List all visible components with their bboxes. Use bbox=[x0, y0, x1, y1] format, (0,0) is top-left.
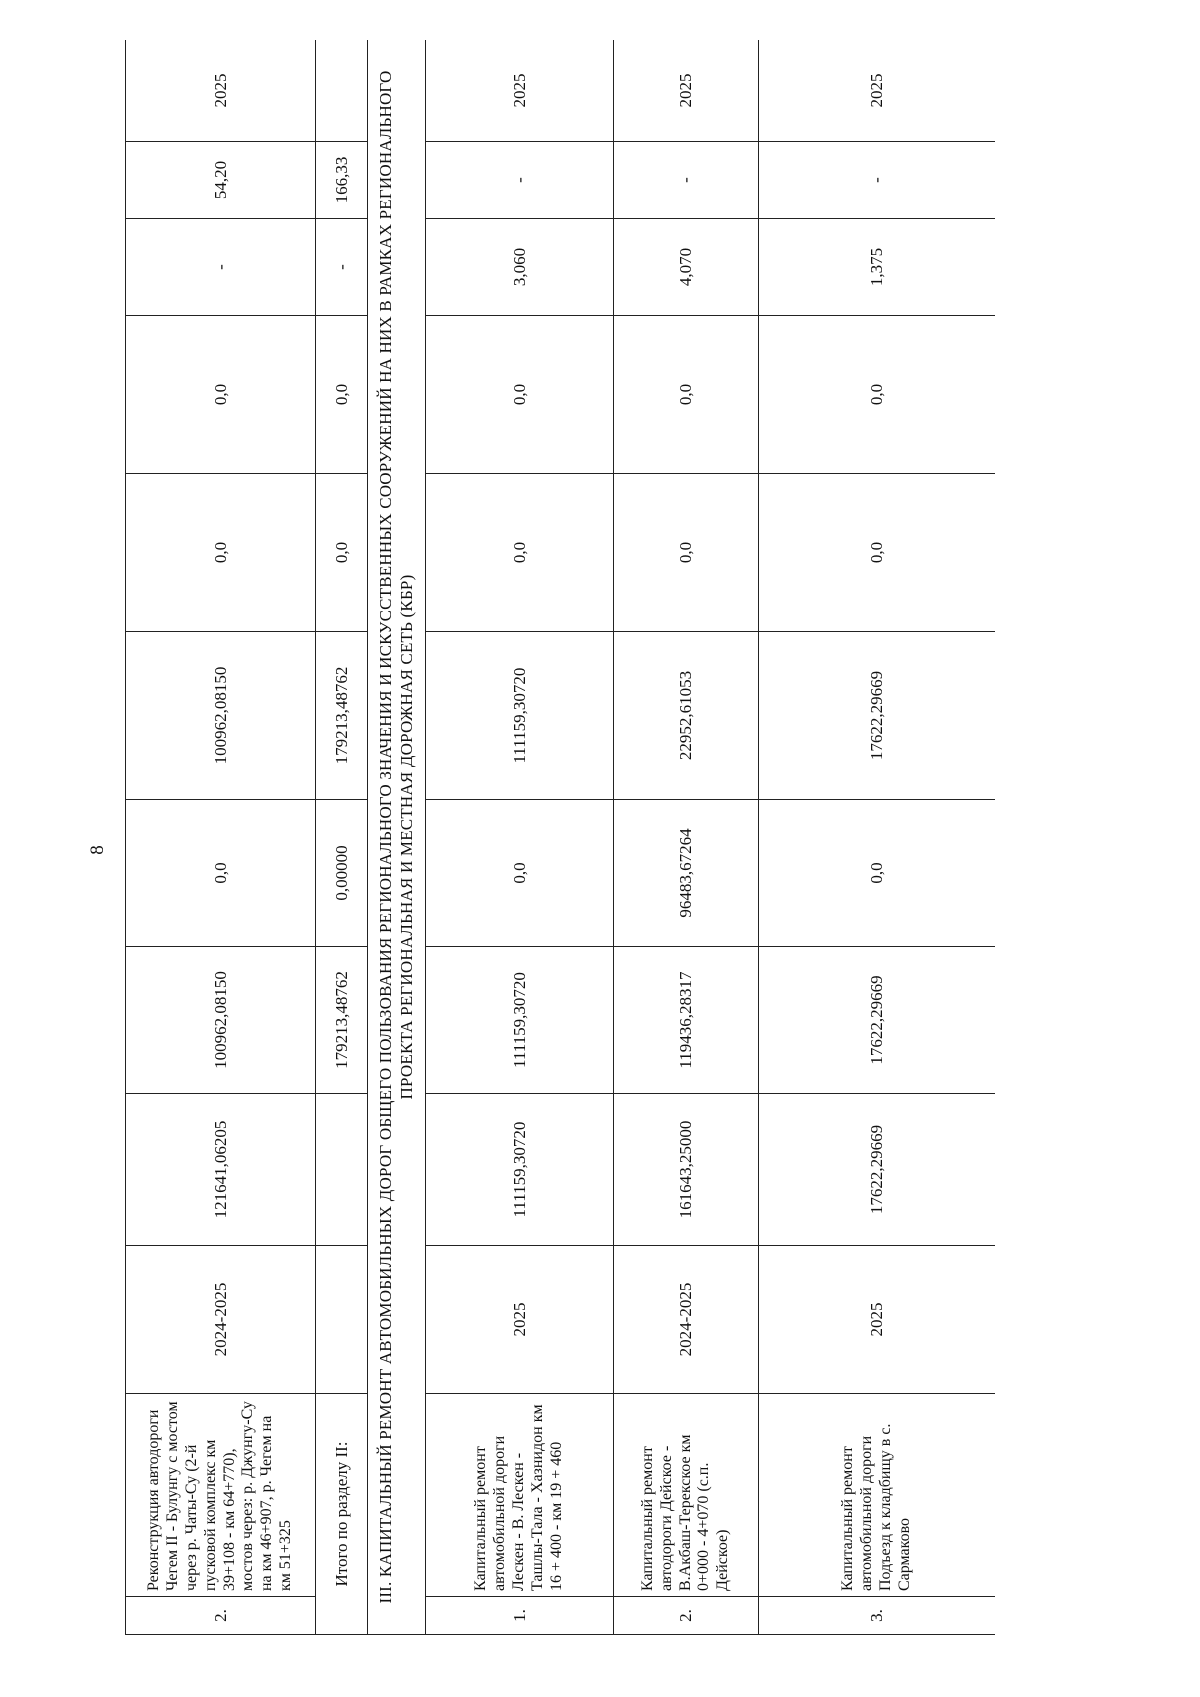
total-financing-cell: 17622,29669 bbox=[759, 947, 996, 1094]
other-sources-cell: 0,0 bbox=[759, 316, 996, 474]
row-index: 2. bbox=[614, 1597, 759, 1635]
period-cell: 2025 bbox=[759, 1246, 996, 1394]
total-length-km-cell: - bbox=[316, 219, 368, 316]
object-description: Капитальный ремонт автодороги Дейское - В.Акбаш-Терекское км 0+000 - 4+070 (с.п. Дейское) bbox=[614, 1394, 759, 1597]
object-description: Капитальный ремонт автомобильной дороги Лескен - В. Лескен - Ташлы-Тала - Хазнидон км 16 + 400 - км 19 + 460 bbox=[426, 1394, 614, 1597]
section-iii-title: III. КАПИТАЛЬНЫЙ РЕМОНТ АВТОМОБИЛЬНЫХ ДОРОГ ОБЩЕГО ПОЛЬЗОВАНИЯ РЕГИОНАЛЬНОГО ЗНАЧЕНИЯ И ИСКУССТВЕННЫХ СООРУЖЕНИЙ НА НИХ В РАМКАХ РЕГИОНАЛЬНОГО ПРОЕКТА РЕГИОНАЛЬНАЯ И МЕСТНАЯ ДОРОЖНАЯ СЕТЬ (КБР) bbox=[368, 40, 426, 1635]
total-row bbox=[316, 40, 368, 1635]
length-km-cell: 3,060 bbox=[426, 219, 614, 316]
length-km-cell: 1,375 bbox=[759, 219, 996, 316]
total-year-cell bbox=[316, 40, 368, 142]
row-index: 2. bbox=[126, 1597, 316, 1635]
investment-table bbox=[125, 40, 995, 1635]
local-budget-cell: 0,0 bbox=[614, 474, 759, 632]
completion-year-cell: 2025 bbox=[759, 40, 996, 142]
length-km-cell: 4,070 bbox=[614, 219, 759, 316]
federal-budget-cell: 0,0 bbox=[126, 800, 316, 947]
federal-budget-cell: 96483,67264 bbox=[614, 800, 759, 947]
total-other-cell: 0,0 bbox=[316, 316, 368, 474]
total-financing-cell: 111159,30720 bbox=[426, 947, 614, 1094]
table-rotation-frame bbox=[125, 40, 995, 1635]
other-sources-cell: 0,0 bbox=[614, 316, 759, 474]
local-budget-cell: 0,0 bbox=[426, 474, 614, 632]
estimated-cost-cell: 161643,25000 bbox=[614, 1094, 759, 1246]
period-cell: 2024-2025 bbox=[614, 1246, 759, 1394]
period-cell: 2025 bbox=[426, 1246, 614, 1394]
total-local-cell: 0,0 bbox=[316, 474, 368, 632]
length-km-cell: - bbox=[126, 219, 316, 316]
table-row bbox=[426, 40, 614, 1635]
estimated-cost-cell: 121641,06205 bbox=[126, 1094, 316, 1246]
completion-year-cell: 2025 bbox=[426, 40, 614, 142]
total-length-m-cell: 166,33 bbox=[316, 142, 368, 219]
completion-year-cell: 2025 bbox=[614, 40, 759, 142]
length-m-cell: - bbox=[426, 142, 614, 219]
total-financing-cell: 100962,08150 bbox=[126, 947, 316, 1094]
other-sources-cell: 0,0 bbox=[126, 316, 316, 474]
object-description: Капитальный ремонт автомобильной дороги Подъезд к кладбищу в с. Сармаково bbox=[759, 1394, 996, 1597]
estimated-cost-cell: 111159,30720 bbox=[426, 1094, 614, 1246]
regional-budget-cell: 22952,61053 bbox=[614, 632, 759, 800]
object-description: Реконструкция автодороги Чегем II - Булунгу с мостом через р. Чаты-Су (2-й пусковой комплекс км 39+108 - км 64+770), мостов через: р. Джунгу-Су на км 46+907, р. Чегем на км 51+325 bbox=[126, 1394, 316, 1597]
table-row bbox=[759, 40, 996, 1635]
local-budget-cell: 0,0 bbox=[759, 474, 996, 632]
section-header-row bbox=[368, 40, 426, 1635]
federal-budget-cell: 0,0 bbox=[759, 800, 996, 947]
estimated-cost-cell: 17622,29669 bbox=[759, 1094, 996, 1246]
length-m-cell: - bbox=[614, 142, 759, 219]
length-m-cell: 54,20 bbox=[126, 142, 316, 219]
local-budget-cell: 0,0 bbox=[126, 474, 316, 632]
regional-budget-cell: 17622,29669 bbox=[759, 632, 996, 800]
page-number: 8 bbox=[87, 845, 108, 855]
total-financing-cell: 179213,48762 bbox=[316, 947, 368, 1094]
row-index: 3. bbox=[759, 1597, 996, 1635]
federal-budget-cell: 0,0 bbox=[426, 800, 614, 947]
total-financing-cell: 119436,28317 bbox=[614, 947, 759, 1094]
total-estimated-cost-cell bbox=[316, 1094, 368, 1246]
row-index: 1. bbox=[426, 1597, 614, 1635]
total-period-cell bbox=[316, 1246, 368, 1394]
table-row bbox=[126, 40, 316, 1635]
total-federal-cell: 0,00000 bbox=[316, 800, 368, 947]
regional-budget-cell: 100962,08150 bbox=[126, 632, 316, 800]
total-regional-cell: 179213,48762 bbox=[316, 632, 368, 800]
table-row bbox=[614, 40, 759, 1635]
completion-year-cell: 2025 bbox=[126, 40, 316, 142]
period-cell: 2024-2025 bbox=[126, 1246, 316, 1394]
landscape-table-wrapper bbox=[125, 40, 995, 1635]
total-label: Итого по разделу II: bbox=[316, 1394, 368, 1635]
other-sources-cell: 0,0 bbox=[426, 316, 614, 474]
length-m-cell: - bbox=[759, 142, 996, 219]
regional-budget-cell: 111159,30720 bbox=[426, 632, 614, 800]
